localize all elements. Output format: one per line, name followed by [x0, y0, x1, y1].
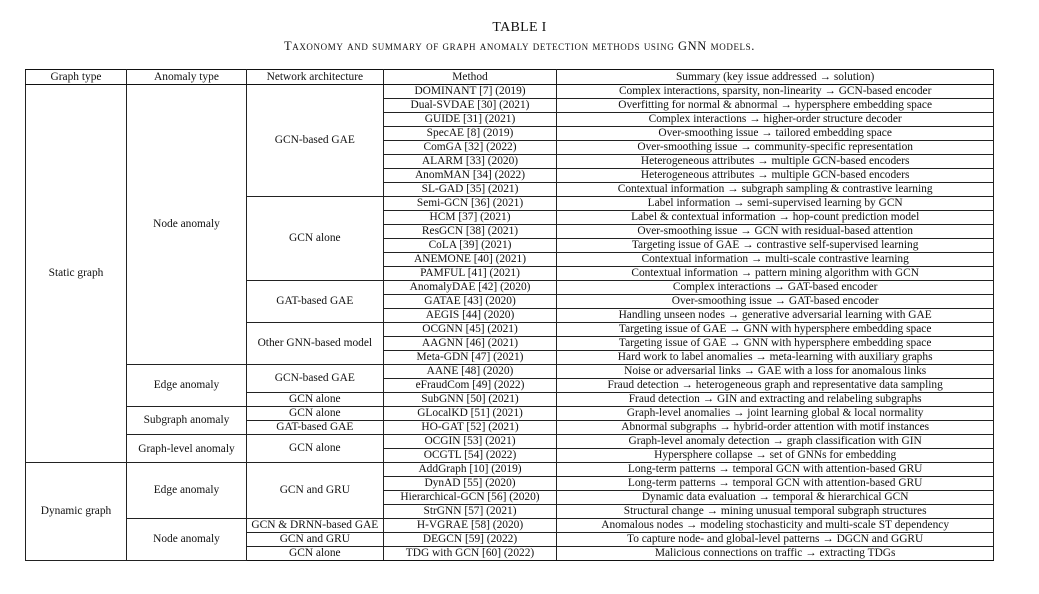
- method-cell: AnomalyDAE [42] (2020): [383, 281, 557, 295]
- arch-gat-based-gae: GAT-based GAE: [246, 281, 383, 323]
- summary-cell: Complex interactions → GAT-based encoder: [557, 281, 994, 295]
- summary-cell: Long-term patterns → temporal GCN with attention-based GRU: [557, 477, 994, 491]
- method-cell: AnomMAN [34] (2022): [383, 169, 557, 183]
- table-row: [26, 435, 994, 449]
- method-cell: TDG with GCN [60] (2022): [383, 547, 557, 561]
- summary-cell: Targeting issue of GAE → GNN with hypersphere embedding space: [557, 337, 994, 351]
- arch-gcn-based-gae: GCN-based GAE: [246, 85, 383, 197]
- method-cell: DEGCN [59] (2022): [383, 533, 557, 547]
- summary-cell: Overfitting for normal & abnormal → hypersphere embedding space: [557, 99, 994, 113]
- group-static-graph: Static graph: [26, 85, 127, 463]
- table-label: TABLE I: [492, 20, 547, 35]
- method-cell: ANEMONE [40] (2021): [383, 253, 557, 267]
- method-cell: Dual-SVDAE [30] (2021): [383, 99, 557, 113]
- summary-cell: Over-smoothing issue → GAT-based encoder: [557, 295, 994, 309]
- method-cell: SubGNN [50] (2021): [383, 393, 557, 407]
- method-cell: Meta-GDN [47] (2021): [383, 351, 557, 365]
- group-graph-level-anomaly: Graph-level anomaly: [127, 435, 247, 463]
- method-cell: AddGraph [10] (2019): [383, 463, 557, 477]
- header-summary: Summary (key issue addressed → solution): [557, 70, 994, 85]
- method-cell: GUIDE [31] (2021): [383, 113, 557, 127]
- method-cell: SpecAE [8] (2019): [383, 127, 557, 141]
- summary-cell: Contextual information → multi-scale contrastive learning: [557, 253, 994, 267]
- method-cell: HO-GAT [52] (2021): [383, 421, 557, 435]
- table-row: [26, 407, 994, 421]
- header-graph-type: Graph type: [26, 70, 127, 85]
- table-row: [26, 85, 994, 99]
- arch-gcn-alone: GCN alone: [246, 393, 383, 407]
- summary-cell: Structural change → mining unusual temporal subgraph structures: [557, 505, 994, 519]
- method-cell: ResGCN [38] (2021): [383, 225, 557, 239]
- group-node-anomaly: Node anomaly: [127, 85, 247, 365]
- method-cell: H-VGRAE [58] (2020): [383, 519, 557, 533]
- summary-cell: Handling unseen nodes → generative adversarial learning with GAE: [557, 309, 994, 323]
- summary-cell: Noise or adversarial links → GAE with a loss for anomalous links: [557, 365, 994, 379]
- summary-cell: Fraud detection → GIN and extracting and relabeling subgraphs: [557, 393, 994, 407]
- method-cell: eFraudCom [49] (2022): [383, 379, 557, 393]
- header-network-architecture: Network architecture: [246, 70, 383, 85]
- arch-gat-based-gae: GAT-based GAE: [246, 421, 383, 435]
- summary-cell: Heterogeneous attributes → multiple GCN-based encoders: [557, 155, 994, 169]
- summary-cell: Over-smoothing issue → tailored embedding space: [557, 127, 994, 141]
- method-cell: CoLA [39] (2021): [383, 239, 557, 253]
- header-row: [26, 70, 994, 85]
- arch-gcn-and-gru: GCN and GRU: [246, 533, 383, 547]
- summary-cell: Hard work to label anomalies → meta-learning with auxiliary graphs: [557, 351, 994, 365]
- summary-cell: Label & contextual information → hop-count prediction model: [557, 211, 994, 225]
- table-row: [26, 519, 994, 533]
- method-cell: ALARM [33] (2020): [383, 155, 557, 169]
- summary-cell: Hypersphere collapse → set of GNNs for embedding: [557, 449, 994, 463]
- arch-gcn-and-gru: GCN and GRU: [246, 463, 383, 519]
- method-cell: AAGNN [46] (2021): [383, 337, 557, 351]
- method-cell: AEGIS [44] (2020): [383, 309, 557, 323]
- arch-gcn-alone: GCN alone: [246, 547, 383, 561]
- method-cell: Hierarchical-GCN [56] (2020): [383, 491, 557, 505]
- method-cell: OCGTL [54] (2022): [383, 449, 557, 463]
- group-edge-anomaly: Edge anomaly: [127, 365, 247, 407]
- summary-cell: Anomalous nodes → modeling stochasticity and multi-scale ST dependency: [557, 519, 994, 533]
- method-cell: StrGNN [57] (2021): [383, 505, 557, 519]
- summary-cell: Graph-level anomaly detection → graph classification with GIN: [557, 435, 994, 449]
- group-node-anomaly: Node anomaly: [127, 519, 247, 561]
- summary-cell: Graph-level anomalies → joint learning global & local normality: [557, 407, 994, 421]
- taxonomy-table: [25, 69, 994, 561]
- header-method: Method: [383, 70, 557, 85]
- arch-gcn-alone: GCN alone: [246, 197, 383, 281]
- summary-cell: Targeting issue of GAE → GNN with hypersphere embedding space: [557, 323, 994, 337]
- group-edge-anomaly: Edge anomaly: [127, 463, 247, 519]
- header-anomaly-type: Anomaly type: [127, 70, 247, 85]
- arch-gcn-alone: GCN alone: [246, 435, 383, 463]
- method-cell: ComGA [32] (2022): [383, 141, 557, 155]
- group-subgraph-anomaly: Subgraph anomaly: [127, 407, 247, 435]
- summary-cell: Malicious connections on traffic → extracting TDGs: [557, 547, 994, 561]
- method-cell: DOMINANT [7] (2019): [383, 85, 557, 99]
- table-row: [26, 365, 994, 379]
- summary-cell: Heterogeneous attributes → multiple GCN-based encoders: [557, 169, 994, 183]
- summary-cell: Fraud detection → heterogeneous graph and representative data sampling: [557, 379, 994, 393]
- method-cell: PAMFUL [41] (2021): [383, 267, 557, 281]
- method-cell: SL-GAD [35] (2021): [383, 183, 557, 197]
- arch-gcn-drnn-gae: GCN & DRNN-based GAE: [246, 519, 383, 533]
- summary-cell: Dynamic data evaluation → temporal & hierarchical GCN: [557, 491, 994, 505]
- table-row: [26, 463, 994, 477]
- arch-gcn-alone: GCN alone: [246, 407, 383, 421]
- summary-cell: Contextual information → pattern mining algorithm with GCN: [557, 267, 994, 281]
- method-cell: Semi-GCN [36] (2021): [383, 197, 557, 211]
- summary-cell: Abnormal subgraphs → hybrid-order attention with motif instances: [557, 421, 994, 435]
- group-dynamic-graph: Dynamic graph: [26, 463, 127, 561]
- method-cell: DynAD [55] (2020): [383, 477, 557, 491]
- summary-cell: Complex interactions → higher-order structure decoder: [557, 113, 994, 127]
- arch-gcn-based-gae: GCN-based GAE: [246, 365, 383, 393]
- method-cell: HCM [37] (2021): [383, 211, 557, 225]
- method-cell: OCGNN [45] (2021): [383, 323, 557, 337]
- summary-cell: To capture node- and global-level patterns → DGCN and GGRU: [557, 533, 994, 547]
- summary-cell: Complex interactions, sparsity, non-linearity → GCN-based encoder: [557, 85, 994, 99]
- summary-cell: Contextual information → subgraph sampling & contrastive learning: [557, 183, 994, 197]
- summary-cell: Label information → semi-supervised learning by GCN: [557, 197, 994, 211]
- arch-other-gnn: Other GNN-based model: [246, 323, 383, 365]
- summary-cell: Long-term patterns → temporal GCN with attention-based GRU: [557, 463, 994, 477]
- summary-cell: Over-smoothing issue → GCN with residual-based attention: [557, 225, 994, 239]
- method-cell: OCGIN [53] (2021): [383, 435, 557, 449]
- summary-cell: Targeting issue of GAE → contrastive self-supervised learning: [557, 239, 994, 253]
- method-cell: GATAE [43] (2020): [383, 295, 557, 309]
- method-cell: AANE [48] (2020): [383, 365, 557, 379]
- table-title: Taxonomy and summary of graph anomaly detection methods using GNN models.: [283, 39, 755, 53]
- summary-cell: Over-smoothing issue → community-specific representation: [557, 141, 994, 155]
- method-cell: GLocalKD [51] (2021): [383, 407, 557, 421]
